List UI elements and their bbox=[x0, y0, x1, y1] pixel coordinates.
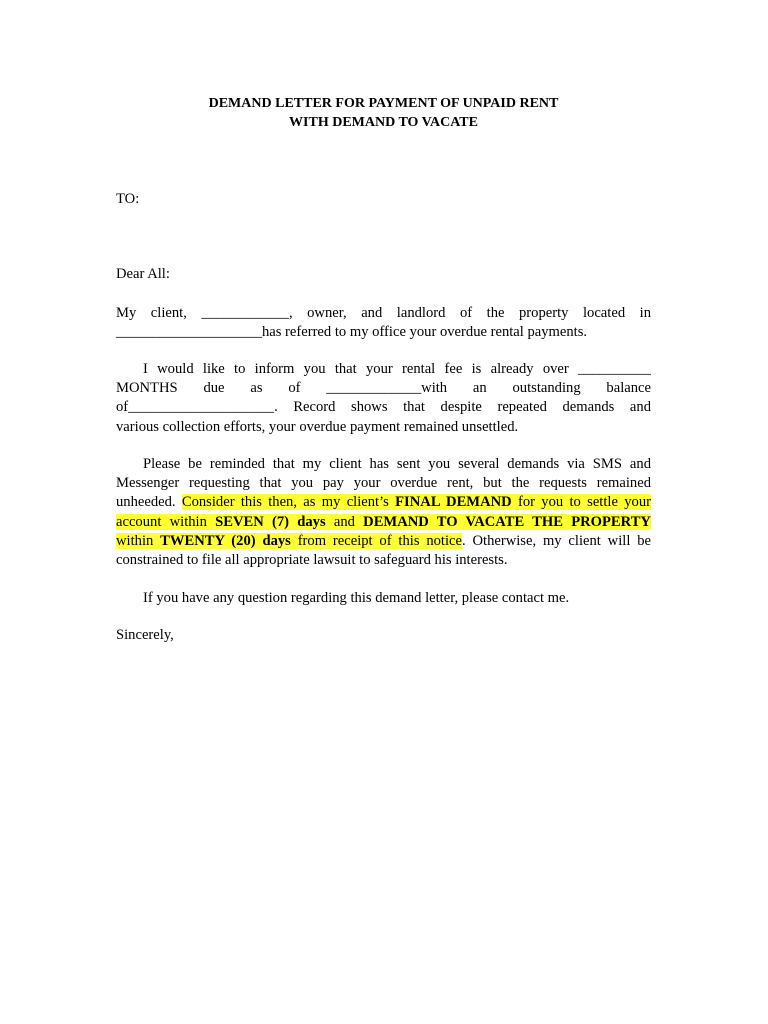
paragraph-3-line-6: constrained to file all appropriate lawsuit to safeguard his interests. bbox=[116, 551, 508, 568]
document-title-line-1: DEMAND LETTER FOR PAYMENT OF UNPAID RENT bbox=[208, 96, 559, 111]
recipient-label: TO: bbox=[116, 191, 140, 207]
and-text: and bbox=[325, 513, 364, 530]
highlighted-text bbox=[116, 514, 651, 530]
paragraph-overdue-rent bbox=[116, 360, 651, 437]
paragraph-3-line-3 bbox=[116, 493, 651, 512]
paragraph-3-line-1: Please be reminded that my client has sent you several demands via SMS and bbox=[143, 456, 651, 472]
final-demand-lead-in: Consider this then, as my client’s bbox=[181, 494, 396, 511]
salutation: Dear All: bbox=[116, 266, 170, 282]
highlighted-text bbox=[182, 494, 651, 510]
paragraph-final-demand bbox=[116, 455, 651, 570]
final-demand-emphasis: FINAL DEMAND bbox=[395, 494, 512, 511]
demand-to-vacate-emphasis: DEMAND TO VACATE THE PROPERTY bbox=[363, 513, 651, 530]
paragraph-2-line-2: MONTHS due as of _____________with an outstanding balance bbox=[116, 380, 651, 397]
paragraph-3-line-5 bbox=[116, 532, 651, 551]
paragraph-client-property bbox=[116, 304, 651, 342]
paragraph-1-line-1: My client, ____________, owner, and landlord of the property located in bbox=[116, 305, 651, 321]
seven-days-emphasis: SEVEN (7) days bbox=[215, 513, 326, 530]
otherwise-text: . Otherwise, my client will be bbox=[462, 532, 651, 549]
paragraph-3-line-4 bbox=[116, 513, 651, 532]
paragraph-3-line-2: Messenger requesting that you pay your overdue rent, but the requests remained bbox=[116, 475, 651, 492]
document-title-line-2: WITH DEMAND TO VACATE bbox=[289, 115, 478, 130]
signoff: Sincerely, bbox=[116, 627, 174, 643]
highlighted-text bbox=[116, 533, 462, 549]
paragraph-1-line-2: ____________________has referred to my office your overdue rental payments. bbox=[116, 324, 588, 341]
closing-question: If you have any question regarding this demand letter, please contact me. bbox=[143, 590, 570, 606]
account-within-text: account within bbox=[116, 513, 216, 530]
paragraph-2-line-4: various collection efforts, your overdue payment remained unsettled. bbox=[116, 418, 519, 435]
twenty-days-emphasis: TWENTY (20) days bbox=[160, 532, 291, 549]
paragraph-2-line-1: I would like to inform you that your rental fee is already over __________ bbox=[143, 361, 651, 377]
receipt-text: from receipt of this notice bbox=[290, 532, 462, 549]
paragraph-2-line-3: of____________________. Record shows that despite repeated demands and bbox=[116, 399, 651, 416]
within-text: within bbox=[116, 532, 161, 549]
unheeded-text: unheeded. bbox=[116, 494, 182, 511]
settle-text: for you to settle your bbox=[511, 494, 651, 511]
